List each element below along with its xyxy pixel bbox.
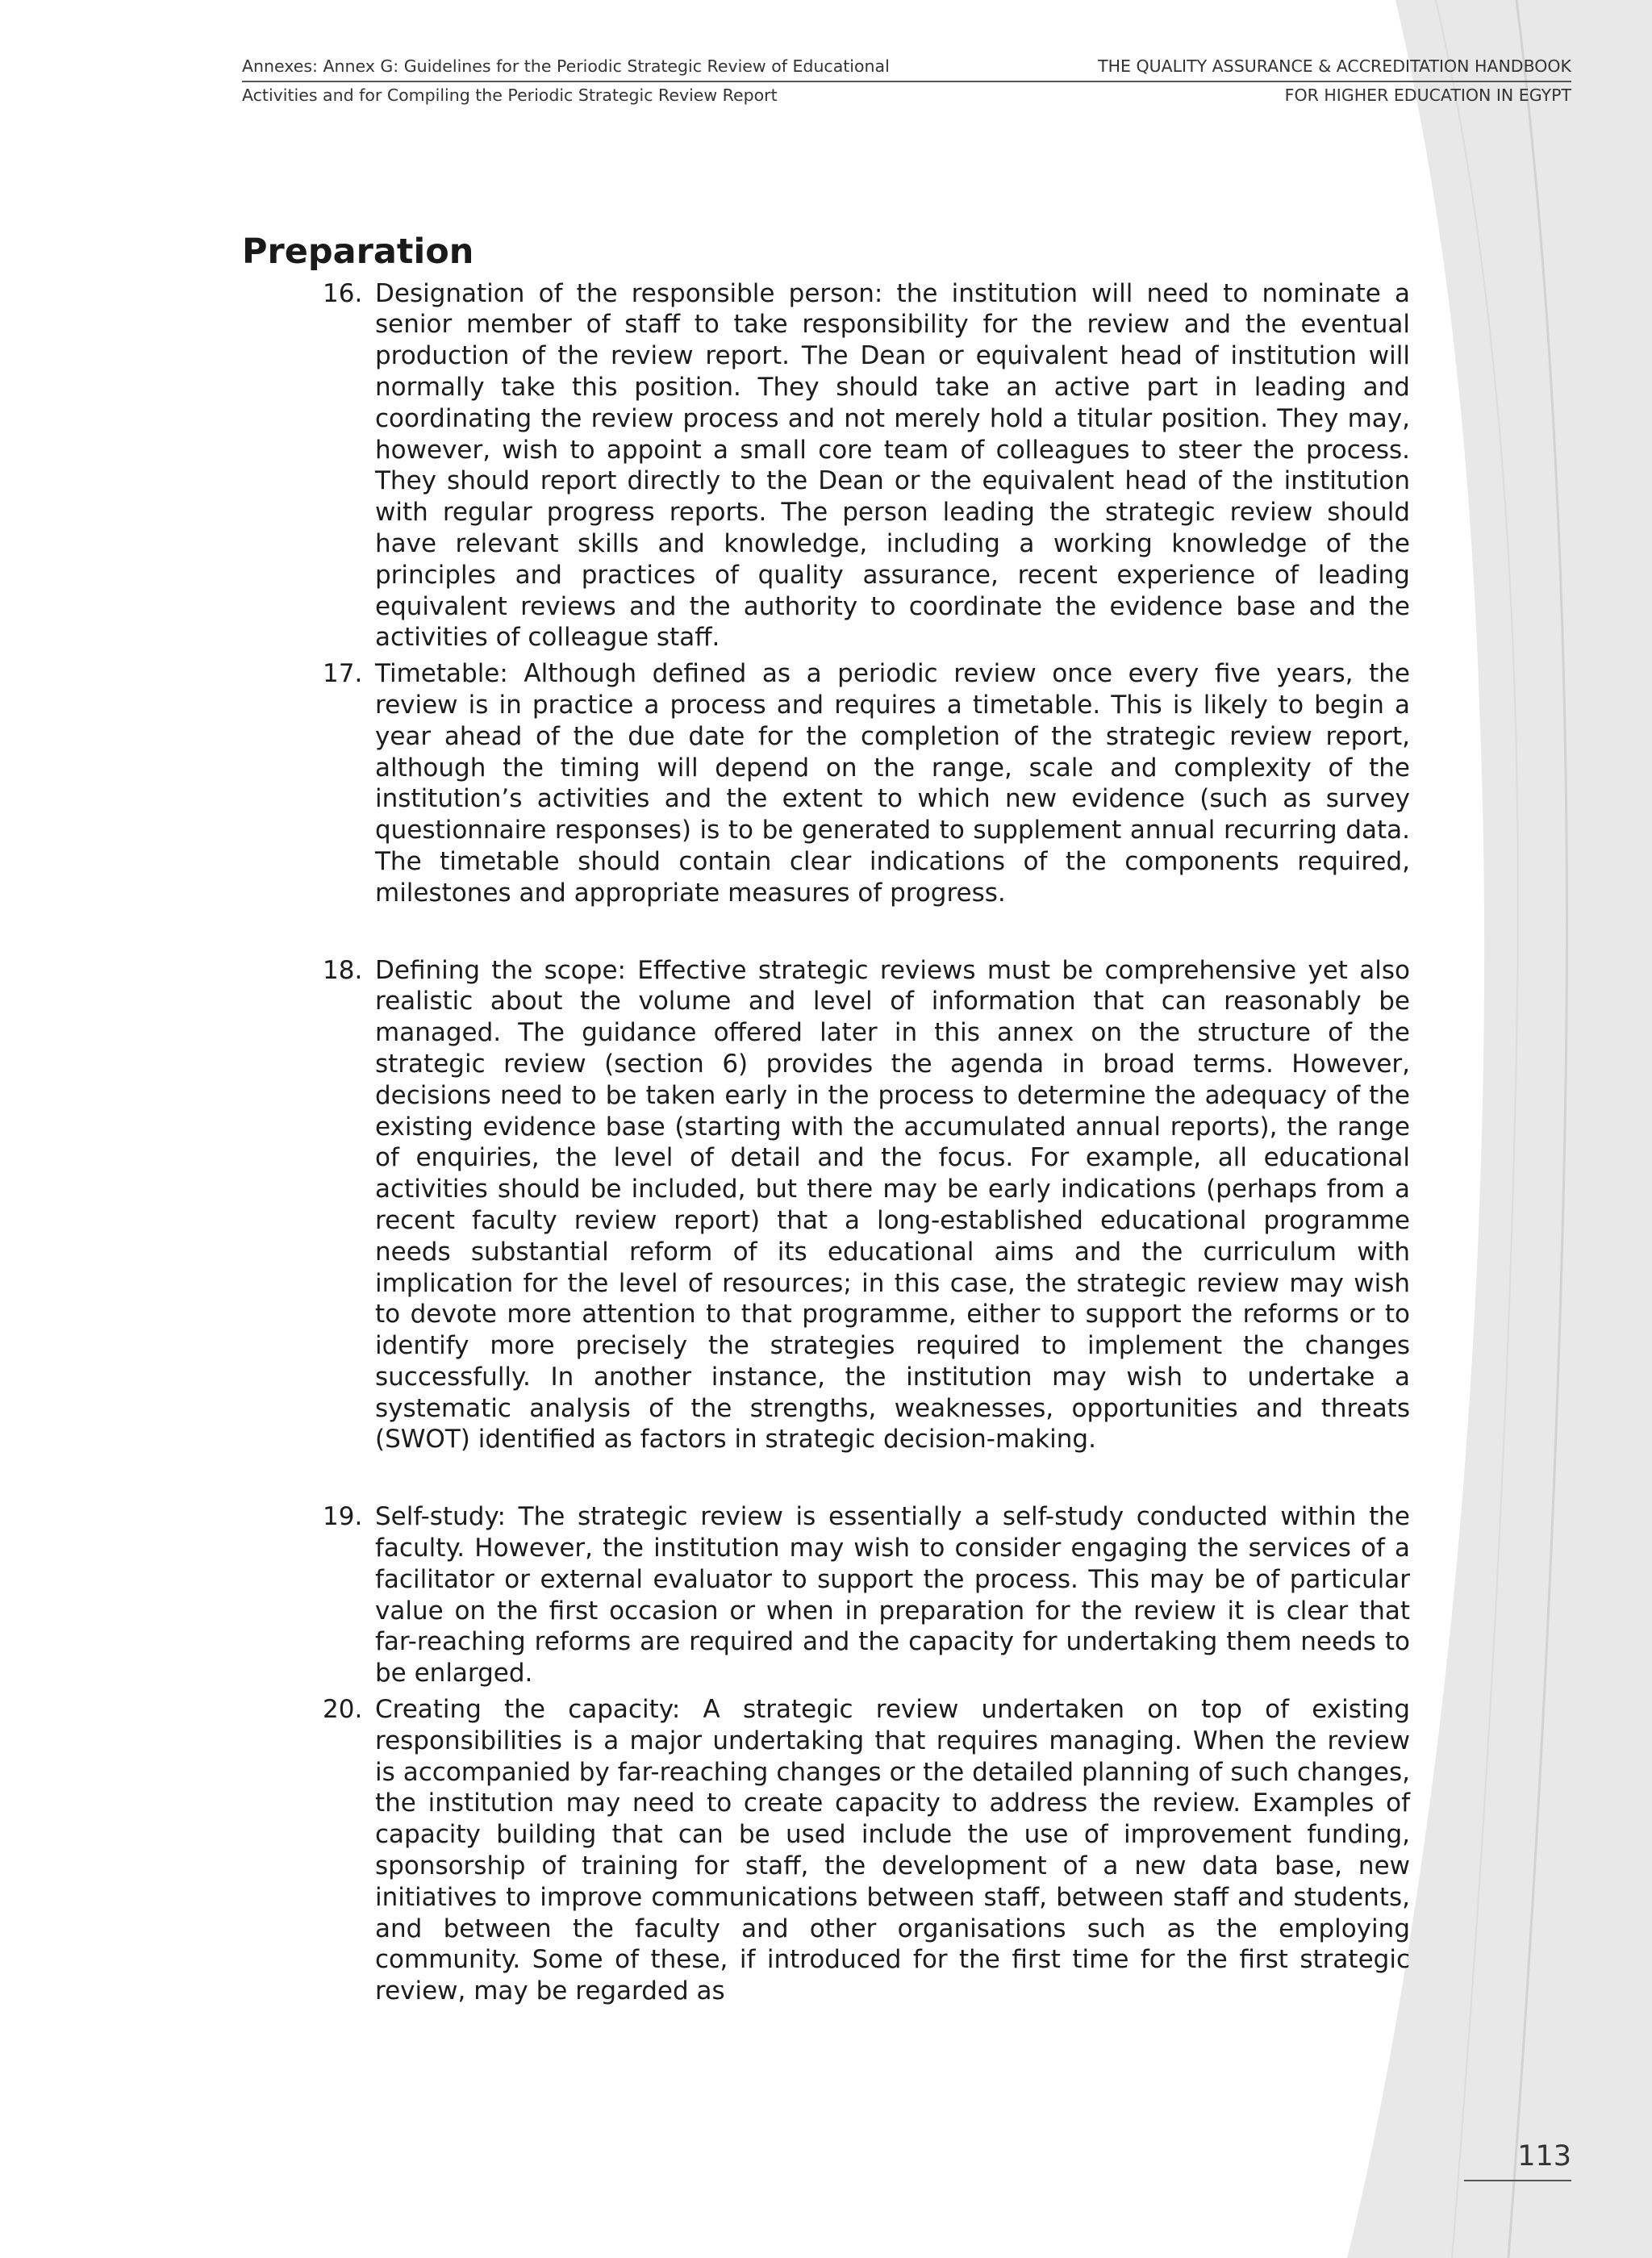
list-item-number: 16.: [323, 278, 363, 308]
header-handbook-title-line2: FOR HIGHER EDUCATION IN EGYPT: [1284, 86, 1571, 105]
page-number: 113: [1517, 2140, 1571, 2172]
header-divider: [242, 81, 1571, 82]
header-annex-title-line1: Annexes: Annex G: Guidelines for the Periodic Strategic Review of Educational: [242, 56, 890, 76]
page-header-second-row: [242, 86, 1571, 113]
list-item-19: [242, 1501, 1410, 1689]
header-annex-title-line2: Activities and for Compiling the Periodic Strategic Review Report: [242, 86, 778, 105]
main-content: [242, 232, 1410, 2007]
page-number-underline: [1464, 2180, 1571, 2181]
list-item-text: Designation of the responsible person: the institution will need to nominate a senior member of staff to take responsibility for the review and the eventual production of the review report. The Dean or equivalent head of institution will normally take this position. They should take an active part in leading and coordinating the review process and not merely hold a titular position. They may, however, wish to appoint a small core team of colleagues to steer the process. They should report directly to the Dean or the equivalent head of the institution with regular progress reports. The person leading the strategic review should have relevant skills and knowledge, including a working knowledge of the principles and practices of quality assurance, recent experience of leading equivalent reviews and the authority to coordinate the evidence base and the activities of colleague staff.: [375, 278, 1410, 653]
list-item-text: Timetable: Although defined as a periodic review once every five years, the review is in practice a process and requires a timetable. This is likely to begin a year ahead of the due date for the completion of the strategic review report, although the timing will depend on the range, scale and complexity of the institution’s activities and the extent to which new evidence (such as survey questionnaire responses) is to be generated to supplement annual recurring data. The timetable should contain clear indications of the components required, milestones and appropriate measures of progress.: [375, 659, 1410, 908]
list-item-number: 17.: [323, 659, 363, 689]
list-item-text: Defining the scope: Effective strategic reviews must be comprehensive yet also realistic about the volume and level of information that can reasonably be managed. The guidance offered later in this annex on the structure of the strategic review (section 6) provides the agenda in broad terms. However, decisions need to be taken early in the process to determine the adequacy of the existing evidence base (starting with the accumulated annual reports), the range of enquiries, the level of detail and the focus. For example, all educational activities should be included, but there may be early indications (perhaps from a recent faculty review report) that a long-established educational programme needs substantial reform of its educational aims and the curriculum with implication for the level of resources; in this case, the strategic review may wish to devote more attention to that programme, either to support the reforms or to identify more precisely the strategies required to implement the changes successfully. In another instance, the institution may wish to undertake a systematic analysis of the strengths, weaknesses, opportunities and threats (SWOT) identified as factors in strategic decision-making.: [375, 955, 1410, 1455]
list-item-text: Creating the capacity: A strategic review undertaken on top of existing responsibilities is a major undertaking that requires managing. When the review is accompanied by far-reaching changes or the detailed planning of such changes, the institution may need to create capacity to address the review. Examples of capacity building that can be used include the use of improvement funding, sponsorship of training for staff, the development of a new data base, new initiatives to improve communications between staff, between staff and students, and between the faculty and other organisations such as the employing community. Some of these, if introduced for the first time for the first strategic review, may be regarded as: [375, 1695, 1410, 2006]
list-item-number: 20.: [323, 1695, 363, 1725]
section-title: Preparation: [242, 232, 474, 272]
header-row-bottom: [242, 86, 1571, 113]
page-header: [242, 56, 1571, 84]
list-item-18: [242, 955, 1410, 1456]
list-item-number: 19.: [323, 1502, 363, 1532]
header-row-top: [242, 56, 1571, 84]
list-item-number: 18.: [323, 955, 363, 985]
header-handbook-title-line1: THE QUALITY ASSURANCE & ACCREDITATION HANDBOOK: [1098, 56, 1571, 76]
list-item-16: [242, 278, 1410, 654]
list-item-text: Self-study: The strategic review is essentially a self-study conducted within the faculty. However, the institution may wish to consider engaging the services of a facilitator or external evaluator to support the process. This may be of particular value on the first occasion or when in preparation for the review it is clear that far-reaching reforms are required and the capacity for undertaking them needs to be enlarged.: [375, 1502, 1410, 1688]
list-item-20: [242, 1694, 1410, 2007]
list-item-17: [242, 658, 1410, 908]
